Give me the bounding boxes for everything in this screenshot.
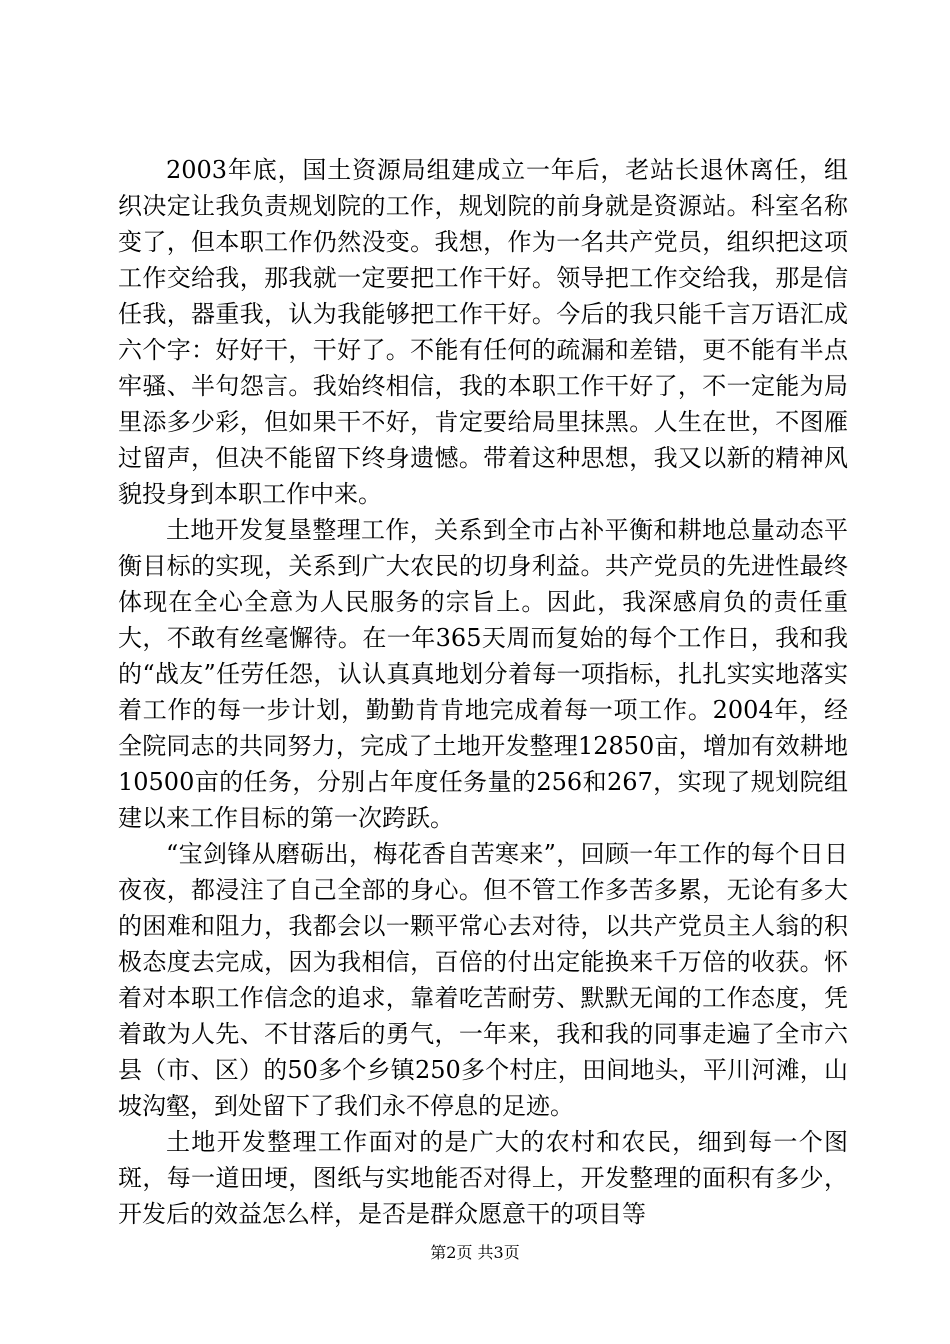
document-body xyxy=(118,152,848,1232)
paragraph-3: “宝剑锋从磨砺出，梅花香自苦寒来”，回顾一年工作的每个日日夜夜，都浸注了自己全部的身心。但不管工作多苦多累，无论有多大的困难和阻力，我都会以一颗平常心去对待，以共产党员主人翁的积极态度去完成，因为我相信，百倍的付出定能换来千万倍的收获。怀着对本职工作信念的追求，靠着吃苦耐劳、默默无闻的工作态度，凭着敢为人先、不甘落后的勇气，一年来，我和我的同事走遍了全市六县（市、区）的50多个乡镇250多个村庄，田间地头，平川河滩，山坡沟壑，到处留下了我们永不停息的足迹。 xyxy=(118,840,848,1120)
paragraph-4: 土地开发整理工作面对的是广大的农村和农民，细到每一个图斑，每一道田埂，图纸与实地能否对得上，开发整理的面积有多少，开发后的效益怎么样，是否是群众愿意干的项目等 xyxy=(118,1128,848,1228)
paragraph-1: 2003年底，国土资源局组建成立一年后，老站长退休离任，组织决定让我负责规划院的工作，规划院的前身就是资源站。科室名称变了，但本职工作仍然没变。我想，作为一名共产党员，组织把这项工作交给我，那我就一定要把工作干好。领导把工作交给我，那是信任我，器重我，认为我能够把工作干好。今后的我只能千言万语汇成六个字：好好干，干好了。不能有任何的疏漏和差错，更不能有半点牢骚、半句怨言。我始终相信，我的本职工作干好了，不一定能为局里添多少彩，但如果干不好，肯定要给局里抹黑。人生在世，不图雁过留声，但决不能留下终身遗憾。带着这种思想，我又以新的精神风貌投身到本职工作中来。 xyxy=(118,156,848,508)
page-number-footer: 第2页 共3页 xyxy=(430,1243,520,1262)
paragraph-2: 土地开发复垦整理工作，关系到全市占补平衡和耕地总量动态平衡目标的实现，关系到广大农民的切身利益。共产党员的先进性最终体现在全心全意为人民服务的宗旨上。因此，我深感肩负的责任重大，不敢有丝毫懈待。在一年365天周而复始的每个工作日，我和我的“战友”任劳任怨，认认真真地划分着每一项指标，扎扎实实地落实着工作的每一步计划，勤勤肯肯地完成着每一项工作。2004年，经全院同志的共同努力，完成了土地开发整理12850亩，增加有效耕地10500亩的任务，分别占年度任务量的256和267，实现了规划院组建以来工作目标的第一次跨跃。 xyxy=(118,516,848,832)
